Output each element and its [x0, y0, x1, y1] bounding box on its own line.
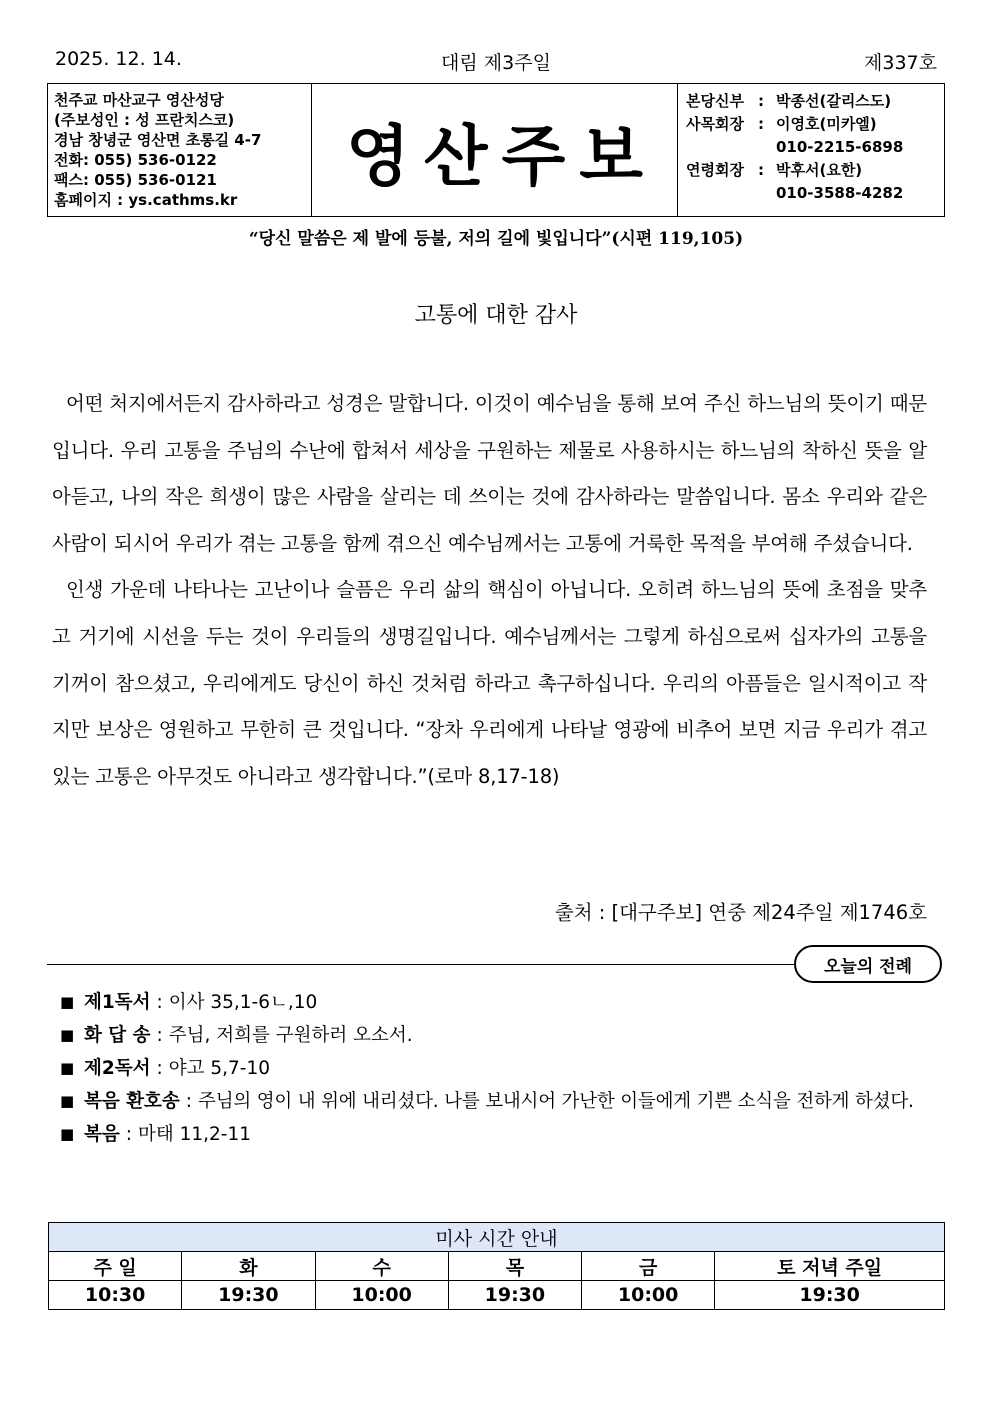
mass-time: 19:30 [715, 1281, 945, 1310]
header-line [55, 48, 937, 78]
issue-number: 제337호 [864, 52, 937, 74]
reading-sep: : [185, 1091, 193, 1112]
contact-sep: : [758, 161, 764, 179]
liturgy-badge: 오늘의 전례 [794, 945, 942, 983]
reading-item [60, 1019, 950, 1052]
parish-info-line: (주보성인 : 성 프란치스코) [54, 111, 235, 129]
issue-date: 2025. 12. 14. [55, 48, 182, 70]
parish-info-line: 경남 창녕군 영산면 초롱길 4-7 [54, 131, 262, 149]
reading-sep: : [125, 1124, 132, 1145]
contact-sep: : [758, 92, 764, 110]
reading-item [60, 1118, 950, 1151]
mass-day: 수 [315, 1252, 448, 1281]
essay-title: 고통에 대한 감사 [414, 303, 578, 328]
contact-role: 연령회장 [686, 161, 744, 179]
square-bullet-icon: ■ [60, 1092, 75, 1110]
square-bullet-icon: ■ [60, 993, 75, 1011]
mass-day: 화 [182, 1252, 315, 1281]
contact-row [686, 90, 936, 113]
mass-time: 10:00 [315, 1281, 448, 1310]
mass-time: 19:30 [182, 1281, 315, 1310]
parish-info-line: 천주교 마산교구 영산성당 [54, 91, 224, 109]
reading-label: 제1독서 [84, 992, 151, 1013]
reading-value: 주님의 영이 내 위에 내리셨다. 나를 보내시어 가난한 이들에게 기쁜 소식을 전하게 하셨다. [198, 1091, 914, 1112]
mass-day: 목 [448, 1252, 581, 1281]
mass-time: 19:30 [448, 1281, 581, 1310]
contact-sep: : [758, 115, 764, 133]
mass-time: 10:00 [582, 1281, 715, 1310]
reading-sep: : [156, 1025, 163, 1046]
mass-day: 주 일 [49, 1252, 182, 1281]
essay-paragraph: 인생 가운데 나타나는 고난이나 슬픔은 우리 삶의 핵심이 아닙니다. 오히려 하느님의 뜻에 초점을 맞추고 거기에 시선을 두는 것이 우리들의 생명길입니다. 예수님께서는 그렇게 하심으로써 십자가의 고통을 기꺼이 참으셨고, 우리에게도 당신이 하신 것처럼 하라고 촉구하십니다. 우리의 아픔들은 일시적이고 작지만 보상은 영원하고 무한히 큰 것입니다. “장차 우리에게 나타날 영광에 비추어 보면 지금 우리가 겪고 있는 고통은 아무것도 아니라고 생각합니다.”(로마 8,17-18) [52, 578, 927, 788]
parish-info-line: 전화: 055) 536-0122 [54, 151, 217, 169]
contact-role: 본당신부 [686, 92, 744, 110]
mass-times-caption: 미사 시간 안내 [49, 1223, 945, 1252]
contact-row [686, 159, 936, 182]
essay-body [52, 381, 927, 800]
contact-phone: 010-3588-4282 [776, 184, 904, 202]
square-bullet-icon: ■ [60, 1125, 75, 1143]
mass-times-table [48, 1222, 945, 1310]
reading-value: 야고 5,7-10 [168, 1058, 270, 1079]
reading-item [60, 1052, 950, 1085]
reading-label: 복음 환호송 [84, 1091, 180, 1112]
motto: “당신 말씀은 제 발에 등불, 저의 길에 빛입니다”(시편 119,105) [248, 229, 744, 249]
contact-name: 박종선(갈리스도) [776, 92, 892, 110]
square-bullet-icon: ■ [60, 1026, 75, 1044]
section-divider [47, 964, 807, 965]
reading-value: 마태 11,2-11 [137, 1124, 252, 1145]
reading-value: 주님, 저희를 구원하러 오소서. [168, 1025, 413, 1046]
reading-label: 복음 [84, 1124, 120, 1145]
bulletin-title: 영산주보 [345, 116, 658, 195]
contacts [678, 84, 944, 216]
contact-role: 사목회장 [686, 115, 744, 133]
reading-value: 이사 35,1-6ㄴ,10 [168, 992, 318, 1013]
contact-row [686, 113, 936, 136]
masthead [47, 83, 945, 217]
reading-label: 제2독서 [84, 1058, 151, 1079]
contact-phone: 010-2215-6898 [776, 138, 904, 156]
reading-sep: : [156, 992, 163, 1013]
essay-source: 출처 : [대구주보] 연중 제24주일 제1746호 [554, 901, 927, 924]
mass-day: 토 저녁 주일 [715, 1252, 945, 1281]
reading-item [60, 1085, 950, 1118]
mass-time: 10:30 [49, 1281, 182, 1310]
contact-name: 이영호(미카엘) [776, 115, 877, 133]
reading-item [60, 986, 950, 1019]
square-bullet-icon: ■ [60, 1059, 75, 1077]
reading-sep: : [156, 1058, 163, 1079]
reading-label: 화 답 송 [84, 1025, 151, 1046]
liturgical-week: 대림 제3주일 [441, 52, 551, 74]
parish-info-line: 팩스: 055) 536-0121 [54, 171, 217, 189]
bulletin-title-box [312, 84, 678, 216]
contact-name: 박후서(요한) [776, 161, 863, 179]
mass-day: 금 [582, 1252, 715, 1281]
parish-homepage[interactable]: 홈페이지 : ys.cathms.kr [54, 191, 238, 209]
readings-list [60, 986, 950, 1151]
parish-info [48, 84, 312, 216]
essay-paragraph: 어떤 처지에서든지 감사하라고 성경은 말합니다. 이것이 예수님을 통해 보여 주신 하느님의 뜻이기 때문입니다. 우리 고통을 주님의 수난에 합쳐서 세상을 구원하는 제물로 사용하시는 하느님의 착하신 뜻을 알아듣고, 나의 작은 희생이 많은 사람을 살리는 데 쓰이는 것에 감사하라는 말씀입니다. 몸소 우리와 같은 사람이 되시어 우리가 겪는 고통을 함께 겪으신 예수님께서는 고통에 거룩한 목적을 부여해 주셨습니다. [52, 392, 928, 555]
